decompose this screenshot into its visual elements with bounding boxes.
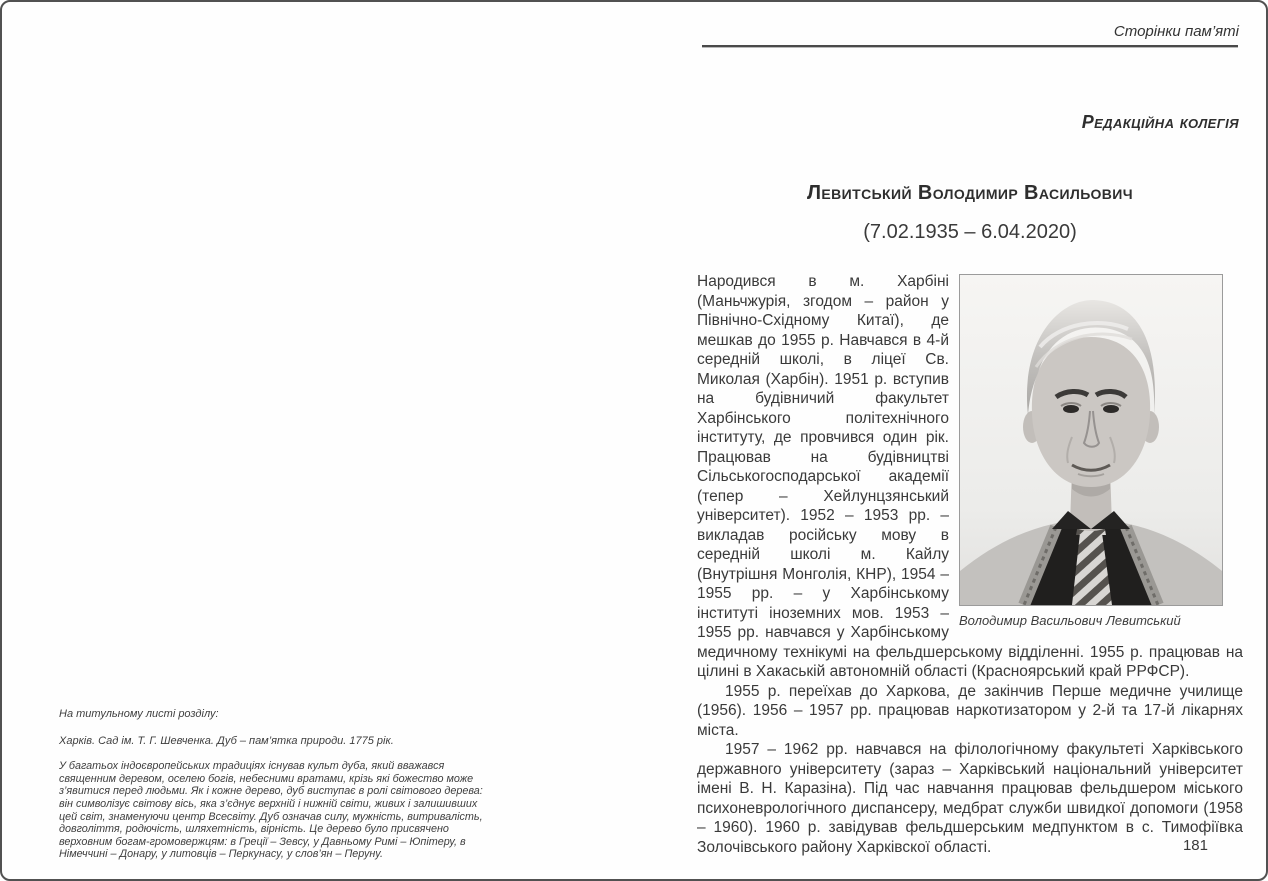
biography-article	[697, 272, 1243, 857]
bio-paragraph-3: 1957 – 1962 рр. навчався на філологічному факультеті Харківського державного університету (зараз – Харківський національний університет імені В. Н. Каразіна). Під час навчання працював фельдшером міського психоневрологічного диспансеру, медбрат служби швидкої допомоги (1958 – 1960). 1960 р. завідував фельдшерським медпунктом в с. Тимофіївка Золочівського району Харківскої області.	[697, 741, 1243, 856]
footnote-body: У багатьох індоєвропейських традиціях існував культ дуба, який вважався священним деревом, оселею богів, небесними вратами, крізь які божество може з’явитися перед людьми. Як і кожне дерево, дуб виступає в ролі світового дерева: він символізує світову вісь, яка з’єднує верхній і нижній світи, живих і залишивших цей світ, знаменуючи центр Всесвіту. Дуб означав силу, мужність, витривалість, довголіття, родючість, шляхетність, вірність. Це дерево було присвячено верховним богам-громовержцям: в Греції – Зевсу, у Давньому Римі – Юпітеру, в Німеччині – Донару, у литовців – Перкунасу, у слов’ян – Перуну.	[59, 760, 483, 861]
portrait-photo-illustration	[960, 275, 1222, 605]
life-dates: (7.02.1935 – 6.04.2020)	[863, 221, 1077, 243]
page-title: Левитський Володимир Васильович	[806, 182, 1134, 204]
footnote-intro: На титульному листі розділу:	[59, 708, 219, 720]
page-number: 181	[1182, 837, 1208, 854]
bio-paragraph-1: Народився в м. Харбіні (Маньчжурія, згодом – район у Північно-Східному Китаї), де мешкав до 1955 р. Навчався в 4-й середній школі, в ліцеї Св. Миколая (Харбін). 1951 р. вступив на будівничий факультет Харбінського політехнічного інституту, де провчився один рік. Працював на будівництві Сільськогосподарської академії (тепер – Хейлунцзянський університет). 1952 – 1953 рр. – викладав російську мову в середній школі м. Кайлу (Внутрішня Монголія, КНР), 1954 – 1955 рр. – у Харбінському інституті іноземних мов. 1953 – 1955 рр. навчався у Харбінському медичному технікумі на фельдшерському відділенні. 1955 р. працював на цілині в Хакаській автономній області (Красноярський край РРФСР).	[697, 273, 1243, 681]
photo-caption: Володимир Васильович Левитський	[959, 613, 1181, 628]
bio-paragraph-2: 1955 р. переїхав до Харкова, де закінчив Перше медичне училище (1956). 1956 – 1957 рр. працював наркотизатором у 2-й та 17-й лікарнях міста.	[697, 682, 1243, 739]
portrait-photo	[959, 274, 1223, 606]
title-leaf-footnote	[59, 708, 495, 861]
footnote-caption: Харків. Сад ім. Т. Г. Шевченка. Дуб – пам’ятка природи. 1775 рік.	[59, 735, 394, 747]
header-rule	[702, 45, 1238, 48]
running-head: Сторінки пам’яті	[1113, 23, 1239, 40]
photo-block	[959, 274, 1223, 629]
byline: Редакційна колегія	[1081, 112, 1239, 132]
